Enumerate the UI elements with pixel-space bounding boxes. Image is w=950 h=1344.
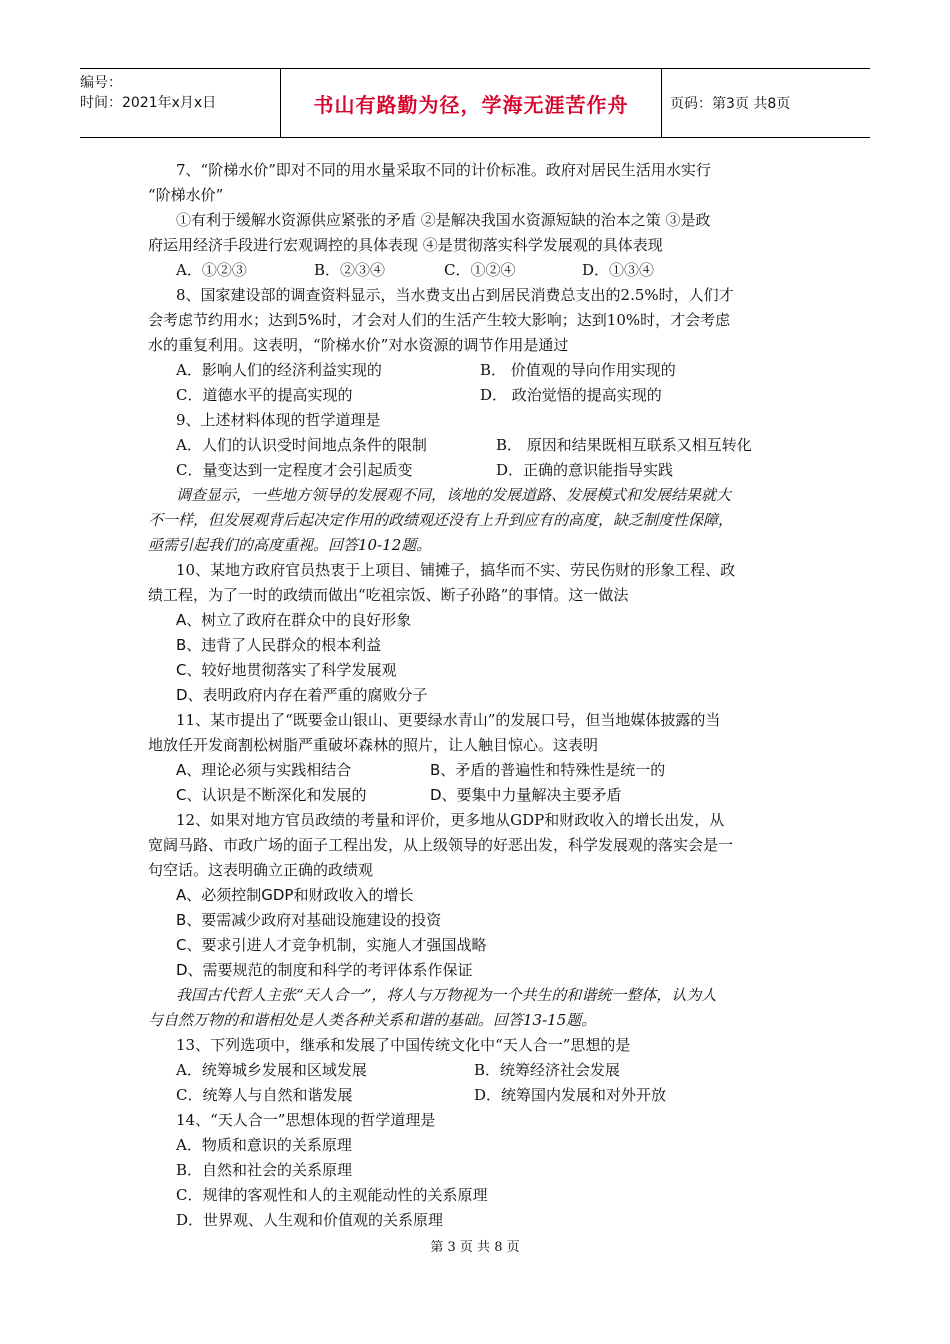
page-footer: 第 3 页 共 8 页 xyxy=(430,1240,520,1255)
q12-option-a: A、必须控制GDP和财政收入的增长 xyxy=(176,886,414,904)
date-line: 时间：2021年x月x日 xyxy=(80,95,217,111)
q8-options-row2 xyxy=(148,383,808,408)
q10-stem: 10、某地方政府官员热衷于上项目、铺摊子，搞华而不实、劳民伤财的形象工程、政 xyxy=(176,561,736,579)
q14-option-b: B．自然和社会的关系原理 xyxy=(176,1161,353,1179)
q7-options xyxy=(148,258,808,283)
q8-stem: 8、国家建设部的调查资料显示，当水费支出占到居民消费总支出的2.5%时，人们才 xyxy=(176,286,734,304)
q7-stem: 7、“阶梯水价”即对不同的用水量采取不同的计价标准。政府对居民生活用水实行 xyxy=(176,161,711,179)
material-10-12-cont2: 亟需引起我们的高度重视。回答10-12题。 xyxy=(148,536,432,554)
q11-option-a: A、理论必须与实践相结合 xyxy=(176,761,352,779)
q9-option-a: A．人们的认识受时间地点条件的限制 xyxy=(176,436,427,454)
q13-options-row2 xyxy=(148,1083,808,1108)
document-body xyxy=(148,158,808,1233)
q8-stem-cont: 会考虑节约用水；达到5%时，才会对人们的生活产生较大影响；达到10%时，才会考虑 xyxy=(148,311,731,329)
q7-statements-cont: 府运用经济手段进行宏观调控的具体表现 ④是贯彻落实科学发展观的具体表现 xyxy=(148,236,663,254)
q14-stem: 14、“天人合一”思想体现的哲学道理是 xyxy=(176,1111,436,1129)
q12-option-d: D、需要规范的制度和科学的考评体系作保证 xyxy=(176,961,473,979)
q11-option-c: C、认识是不断深化和发展的 xyxy=(176,786,367,804)
q10-option-b: B、违背了人民群众的根本利益 xyxy=(176,636,382,654)
q7-option-c: C．①②④ xyxy=(444,261,516,279)
q9-options-row1 xyxy=(148,433,808,458)
q12-option-c: C、要求引进人才竞争机制，实施人才强国战略 xyxy=(176,936,487,954)
q14-option-c: C．规律的客观性和人的主观能动性的关系原理 xyxy=(176,1186,488,1204)
q9-option-b: B． 原因和结果既相互联系又相互转化 xyxy=(496,436,752,454)
q7-option-d: D．①③④ xyxy=(582,261,655,279)
q8-option-c: C．道德水平的提高实现的 xyxy=(176,386,353,404)
q9-option-d: D．正确的意识能指导实践 xyxy=(496,461,674,479)
motto: 书山有路勤为径，学海无涯苦作舟 xyxy=(313,92,629,117)
q11-option-d: D、要集中力量解决主要矛盾 xyxy=(430,786,622,804)
q12-stem: 12、如果对地方官员政绩的考量和评价，更多地从GDP和财政收入的增长出发，从 xyxy=(176,811,725,829)
q7-stem-cont: “阶梯水价” xyxy=(148,186,224,204)
q8-option-b: B． 价值观的导向作用实现的 xyxy=(480,361,676,379)
q10-option-c: C、较好地贯彻落实了科学发展观 xyxy=(176,661,397,679)
q10-option-a: A、树立了政府在群众中的良好形象 xyxy=(176,611,412,629)
q7-statements: ①有利于缓解水资源供应紧张的矛盾 ②是解决我国水资源短缺的治本之策 ③是政 xyxy=(176,211,711,229)
material-13-15: 我国古代哲人主张“天人合一”，将人与万物视为一个共生的和谐统一整体，认为人 xyxy=(176,986,717,1004)
q8-option-d: D． 政治觉悟的提高实现的 xyxy=(480,386,662,404)
q13-option-a: A．统筹城乡发展和区域发展 xyxy=(176,1061,367,1079)
header-meta xyxy=(80,69,280,141)
q7-option-a: A．①②③ xyxy=(176,261,247,279)
material-10-12-cont: 不一样，但发展观背后起决定作用的政绩观还没有上升到应有的高度，缺乏制度性保障， xyxy=(148,511,734,529)
header-motto-cell xyxy=(280,69,662,137)
q9-options-row2 xyxy=(148,458,808,483)
page-info: 页码：第3页 共8页 xyxy=(670,96,791,112)
q8-option-a: A．影响人们的经济利益实现的 xyxy=(176,361,382,379)
q9-stem: 9、上述材料体现的哲学道理是 xyxy=(176,411,381,429)
q8-options-row1 xyxy=(148,358,808,383)
q7-option-b: B．②③④ xyxy=(314,261,386,279)
q12-option-b: B、要需减少政府对基础设施建设的投资 xyxy=(176,911,442,929)
header-page-cell xyxy=(660,69,870,137)
q13-option-c: C．统筹人与自然和谐发展 xyxy=(176,1086,353,1104)
q14-option-d: D．世界观、人生观和价值观的关系原理 xyxy=(176,1211,444,1229)
q11-stem: 11、某市提出了“既要金山银山、更要绿水青山”的发展口号，但当地媒体披露的当 xyxy=(176,711,721,729)
q10-option-d: D、表明政府内存在着严重的腐败分子 xyxy=(176,686,428,704)
q9-option-c: C．量变达到一定程度才会引起质变 xyxy=(176,461,413,479)
page-header xyxy=(80,68,870,138)
q11-options-row2 xyxy=(148,783,808,808)
q13-option-b: B．统筹经济社会发展 xyxy=(474,1061,621,1079)
q14-option-a: A．物质和意识的关系原理 xyxy=(176,1136,352,1154)
q8-stem-cont2: 水的重复利用。这表明，“阶梯水价”对水资源的调节作用是通过 xyxy=(148,336,569,354)
q11-options-row1 xyxy=(148,758,808,783)
code-label: 编号： xyxy=(80,75,122,91)
q13-stem: 13、下列选项中，继承和发展了中国传统文化中“天人合一”思想的是 xyxy=(176,1036,631,1054)
q11-option-b: B、矛盾的普遍性和特殊性是统一的 xyxy=(430,761,666,779)
q12-stem-cont2: 句空话。这表明确立正确的政绩观 xyxy=(148,861,374,879)
material-10-12: 调查显示，一些地方领导的发展观不同，该地的发展道路、发展模式和发展结果就大 xyxy=(176,486,732,504)
q13-option-d: D．统筹国内发展和对外开放 xyxy=(474,1086,667,1104)
q11-stem-cont: 地放任开发商割松树脂严重破坏森林的照片，让人触目惊心。这表明 xyxy=(148,736,599,754)
q12-stem-cont: 宽阔马路、市政广场的面子工程出发，从上级领导的好恶出发，科学发展观的落实会是一 xyxy=(148,836,734,854)
q10-stem-cont: 绩工程，为了一时的政绩而做出“吃祖宗饭、断子孙路”的事情。这一做法 xyxy=(148,586,629,604)
material-13-15-cont: 与自然万物的和谐相处是人类各种关系和谐的基础。回答13-15题。 xyxy=(148,1011,597,1029)
q13-options-row1 xyxy=(148,1058,808,1083)
